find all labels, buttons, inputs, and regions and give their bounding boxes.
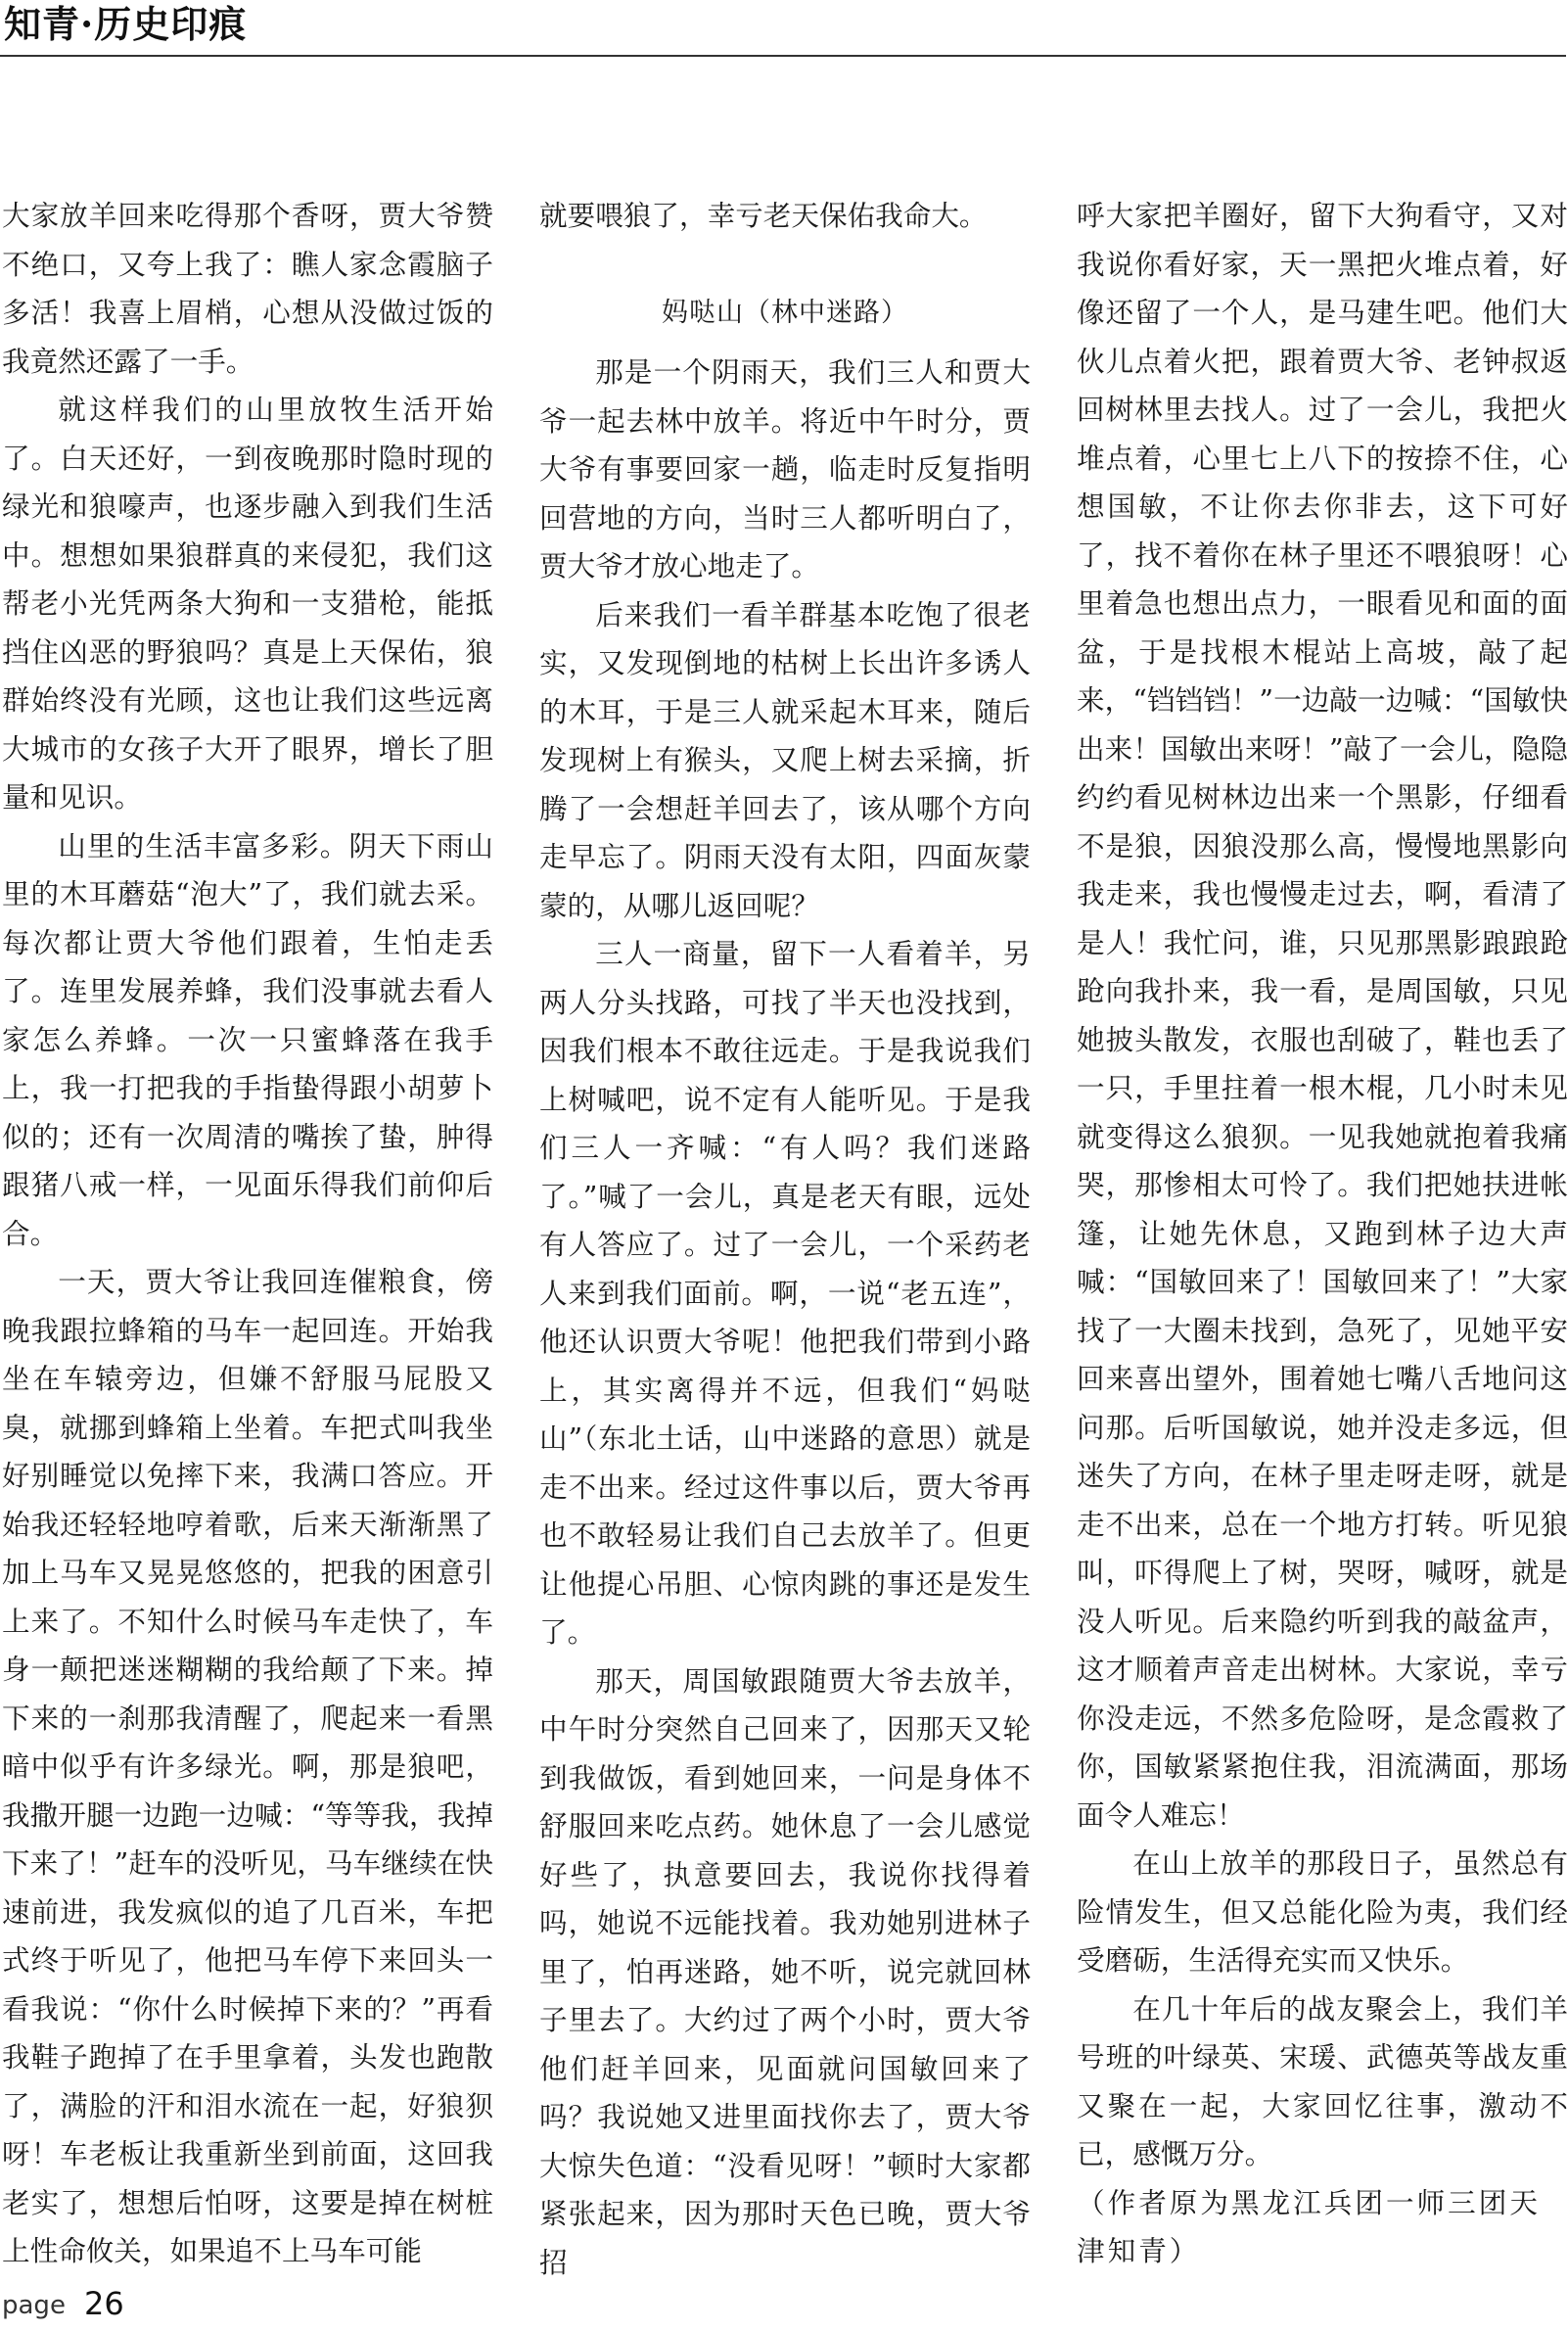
author-note: （作者原为黑龙江兵团一师三团天津知青）	[1077, 2185, 1541, 2267]
section-title: 知青·历史印痕	[4, 2, 248, 46]
paragraph: 在几十年后的战友聚会上，我们羊号班的叶绿英、宋瑗、武德英等战友重又聚在一起，大家回忆往事，激动不已，感慨万分。	[1077, 1991, 1568, 2170]
paragraph: 三人一商量，留下一人看着羊，另两人分头找路，可找了半天也没找到，因我们根本不敢往远走。于是我说我们上树喊吧，说不定有人能听见。于是我们三人一齐喊：“有人吗？我们迷路了。”喊了一会儿，真是老天有眼，远处有人答应了。过了一会儿，一个采药老人来到我们面前。啊，一说“老五连”，他还认识贾大爷呢！他把我们带到小路上，其实离得并不远，但我们“妈哒山”（东北土话，山中迷路的意思）就是走不出来。经过这件事以后，贾大爷再也不敢轻易让我们自己去放羊了。但更让他提心吊胆、心惊肉跳的事还是发生了。	[539, 937, 1031, 1649]
article-body	[0, 192, 1568, 2279]
paragraph: 那是一个阴雨天，我们三人和贾大爷一起去林中放羊。将近中午时分，贾大爷有事要回家一趟，临走时反复指明回营地的方向，当时三人都听明白了，贾大爷才放心地走了。	[539, 355, 1031, 583]
paragraph: 大家放羊回来吃得那个香呀，贾大爷赞不绝口，又夸上我了：瞧人家念霞脑子多活！我喜上眉梢，心想从没做过饭的我竟然还露了一手。	[2, 199, 493, 378]
paragraph: 后来我们一看羊群基本吃饱了很老实，又发现倒地的枯树上长出许多诱人的木耳，于是三人就采起木耳来，随后发现树上有猴头，又爬上树去采摘，折腾了一会想赶羊回去了，该从哪个方向走早忘了。阴雨天没有太阳，四面灰蒙蒙的，从哪儿返回呢？	[539, 597, 1031, 922]
page-number: 26	[84, 2285, 124, 2322]
header-divider	[0, 55, 1566, 57]
paragraph: 就这样我们的山里放牧生活开始了。白天还好，一到夜晚那时隐时现的绿光和狼嚎声，也逐步融入到我们生活中。想想如果狼群真的来侵犯，我们这帮老小光凭两条大狗和一支猎枪，能抵挡住凶恶的野狼吗？真是上天保佑，狼群始终没有光顾，这也让我们这些远离大城市的女孩子大开了眼界，增长了胆量和见识。	[2, 393, 493, 814]
page-footer	[0, 2281, 392, 2331]
paragraph: 山里的生活丰富多彩。阴天下雨山里的木耳蘑菇“泡大”了，我们就去采。每次都让贾大爷他们跟着，生怕走丢了。连里发展养蜂，我们没事就去看人家怎么养蜂。一次一只蜜蜂落在我手上，我一打把我的手指蛰得跟小胡萝卜似的；还有一次周清的嘴挨了蛰，肿得跟猪八戒一样，一见面乐得我们前仰后合。	[2, 828, 493, 1250]
text-column-1	[2, 192, 493, 2267]
text-column-2	[539, 192, 1031, 2279]
paragraph: 在山上放羊的那段日子，虽然总有险情发生，但又总能化险为夷，我们经受磨砺，生活得充实而又快乐。	[1077, 1846, 1568, 1977]
section-subheading: 妈哒山（林中迷路）	[662, 297, 908, 328]
page-label: page	[2, 2291, 66, 2320]
paragraph: 一天，贾大爷让我回连催粮食，傍晚我跟拉蜂箱的马车一起回连。开始我坐在车辕旁边，但嫌不舒服马屁股又臭，就挪到蜂箱上坐着。车把式叫我坐好别睡觉以免摔下来，我满口答应。开始我还轻轻地哼着歌，后来天渐渐黑了加上马车又晃晃悠悠的，把我的困意引上来了。不知什么时候马车走快了，车身一颠把迷迷糊糊的我给颠了下来。掉下来的一刹那我清醒了，爬起来一看黑暗中似乎有许多绿光。啊，那是狼吧，我撒开腿一边跑一边喊：“等等我，我掉下来了！”赶车的没听见，马车继续在快速前进，我发疯似的追了几百米，车把式终于听见了，他把马车停下来回头一看我说：“你什么时候掉下来的？”再看我鞋子跑掉了在手里拿着，头发也跑散了，满脸的汗和泪水流在一起，好狼狈呀！车老板让我重新坐到前面，这回我老实了，想想后怕呀，这要是掉在树桩上性命攸关，如果追不上马车可能	[2, 1265, 493, 2267]
paragraph: 就要喂狼了，幸亏老天保佑我命大。	[539, 199, 988, 232]
text-column-3	[1077, 192, 1568, 2267]
paragraph: 呼大家把羊圈好，留下大狗看守，又对我说你看好家，天一黑把火堆点着，好像还留了一个人，是马建生吧。他们大伙儿点着火把，跟着贾大爷、老钟叔返回树林里去找人。过了一会儿，我把火堆点着，心里七上八下的按捺不住，心想国敏，不让你去你非去，这下可好了，找不着你在林子里还不喂狼呀！心里着急也想出点力，一眼看见和面的面盆，于是找根木棍站上高坡，敲了起来，“铛铛铛！”一边敲一边喊：“国敏快出来！国敏出来呀！”敲了一会儿，隐隐约约看见树林边出来一个黑影，仔细看不是狼，因狼没那么高，慢慢地黑影向我走来，我也慢慢走过去，啊，看清了是人！我忙问，谁，只见那黑影踉踉跄跄向我扑来，我一看，是周国敏，只见她披头散发，衣服也刮破了，鞋也丢了一只，手里拄着一根木棍，几小时未见就变得这么狼狈。一见我她就抱着我痛哭，那惨相太可怜了。我们把她扶进帐篷，让她先休息，又跑到林子边大声喊：“国敏回来了！国敏回来了！”大家找了一大圈未找到，急死了，见她平安回来喜出望外，围着她七嘴八舌地问这问那。后听国敏说，她并没走多远，但迷失了方向，在林子里走呀走呀，就是走不出来，总在一个地方打转。听见狼叫，吓得爬上了树，哭呀，喊呀，就是没人听见。后来隐约听到我的敲盆声，这才顺着声音走出树林。大家说，幸亏你没走远，不然多危险呀，是念霞救了你，国敏紧紧抱住我，泪流满面，那场面令人难忘！	[1077, 199, 1568, 1832]
page-header	[0, 0, 1566, 63]
paragraph: 那天，周国敏跟随贾大爷去放羊，中午时分突然自己回来了，因那天又轮到我做饭，看到她回来，一问是身体不舒服回来吃点药。她休息了一会儿感觉好些了，执意要回去，我说你找得着吗，她说不远能找着。我劝她别进林子里了，怕再迷路，她不听，说完就回林子里去了。大约过了两个小时，贾大爷他们赶羊回来，见面就问国敏回来了吗？我说她又进里面找你去了，贾大爷大惊失色道：“没看见呀！”顿时大家都紧张起来，因为那时天色已晚，贾大爷招	[539, 1663, 1031, 2279]
